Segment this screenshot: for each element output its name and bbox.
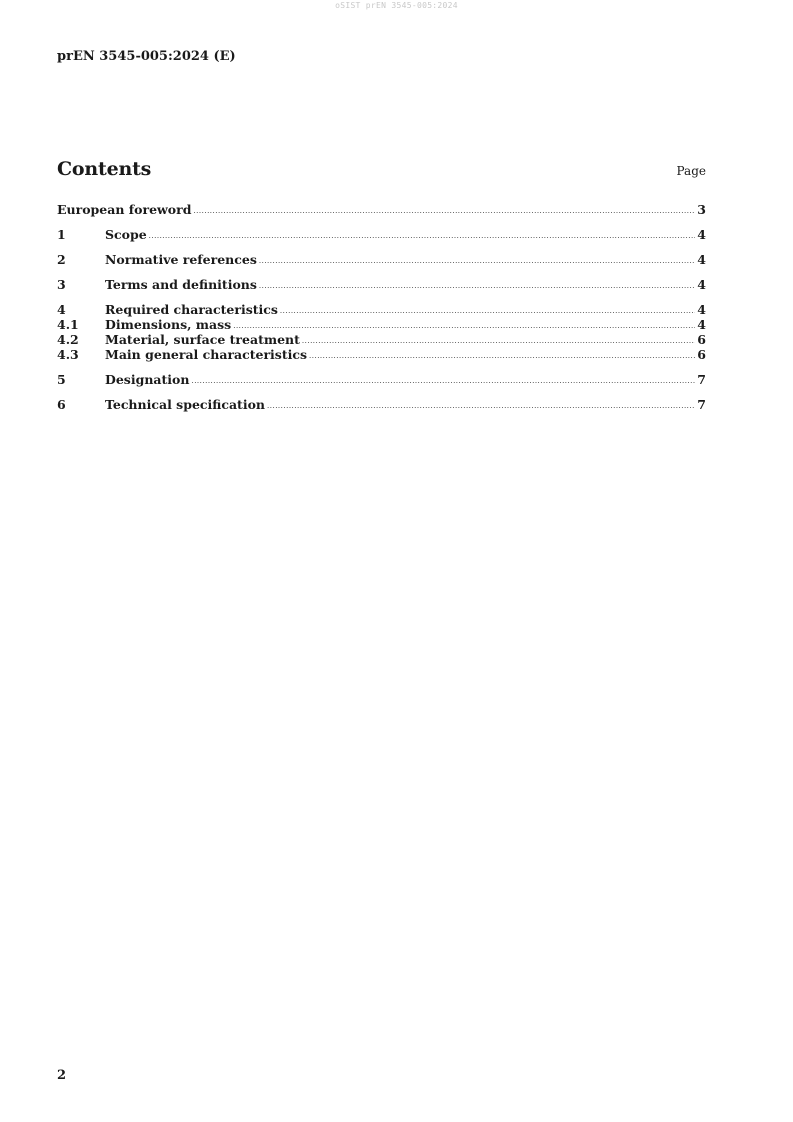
page-number: 2 xyxy=(57,1068,67,1083)
toc-entry-number: 4.3 xyxy=(57,347,79,362)
toc-entry-material-surface-treatment[interactable] xyxy=(57,332,706,347)
document-id: prEN 3545-005:2024 (E) xyxy=(57,49,236,64)
toc-entry-title: Terms and definitions xyxy=(105,277,257,292)
toc-entry-main-general-characteristics[interactable] xyxy=(57,347,706,362)
toc-entry-title: Material, surface treatment xyxy=(105,332,300,347)
toc-entry-normative-references[interactable] xyxy=(57,252,706,267)
toc-entry-page: 7 xyxy=(697,397,706,412)
toc-entry-page: 7 xyxy=(697,372,706,387)
toc-entry-title: Scope xyxy=(105,227,147,242)
toc-entry-page: 4 xyxy=(697,277,706,292)
toc-entry-page: 4 xyxy=(697,317,706,332)
toc-entry-title: European foreword xyxy=(57,202,192,217)
toc-entry-page: 4 xyxy=(697,302,706,317)
toc-leader-dots xyxy=(267,399,695,414)
toc-leader-dots xyxy=(259,279,695,294)
page-column-label: Page xyxy=(676,164,706,178)
toc-entry-page: 4 xyxy=(697,252,706,267)
toc-entry-number: 4.2 xyxy=(57,332,79,347)
toc-entry-number: 2 xyxy=(57,252,66,267)
toc-entry-title: Required characteristics xyxy=(105,302,278,317)
toc-entry-european-foreword[interactable] xyxy=(57,202,706,217)
toc-entry-title: Normative references xyxy=(105,252,257,267)
toc-entry-page: 4 xyxy=(697,227,706,242)
toc-entry-page: 6 xyxy=(697,347,706,362)
toc-entry-number: 6 xyxy=(57,397,66,412)
toc-entry-required-characteristics[interactable] xyxy=(57,302,706,317)
toc-entry-number: 4.1 xyxy=(57,317,79,332)
toc-entry-number: 4 xyxy=(57,302,66,317)
toc-entry-number: 5 xyxy=(57,372,66,387)
toc-leader-dots xyxy=(280,304,695,319)
toc-entry-title: Main general characteristics xyxy=(105,347,308,362)
toc-entry-designation[interactable] xyxy=(57,372,706,387)
toc-entry-title: Dimensions, mass xyxy=(105,317,232,332)
toc-leader-dots xyxy=(259,254,695,269)
toc-leader-dots xyxy=(233,319,695,334)
toc-entry-dimensions-mass[interactable] xyxy=(57,317,706,332)
toc-entry-page: 6 xyxy=(697,332,706,347)
toc-leader-dots xyxy=(191,374,695,389)
table-of-contents xyxy=(57,202,706,412)
toc-leader-dots xyxy=(309,349,695,364)
toc-entry-number: 1 xyxy=(57,227,66,242)
toc-leader-dots xyxy=(149,229,696,244)
watermark: oSIST prEN 3545-005:2024 xyxy=(335,1,458,10)
toc-entry-scope[interactable] xyxy=(57,227,706,242)
toc-entry-title: Technical specification xyxy=(105,397,266,412)
toc-entry-number: 3 xyxy=(57,277,66,292)
toc-entry-technical-specification[interactable] xyxy=(57,397,706,412)
toc-entry-title: Designation xyxy=(105,372,190,387)
toc-leader-dots xyxy=(302,334,695,349)
contents-heading: Contents xyxy=(57,158,152,180)
toc-entry-terms-and-definitions[interactable] xyxy=(57,277,706,292)
toc-entry-page: 3 xyxy=(697,202,706,217)
toc-leader-dots xyxy=(193,204,695,219)
